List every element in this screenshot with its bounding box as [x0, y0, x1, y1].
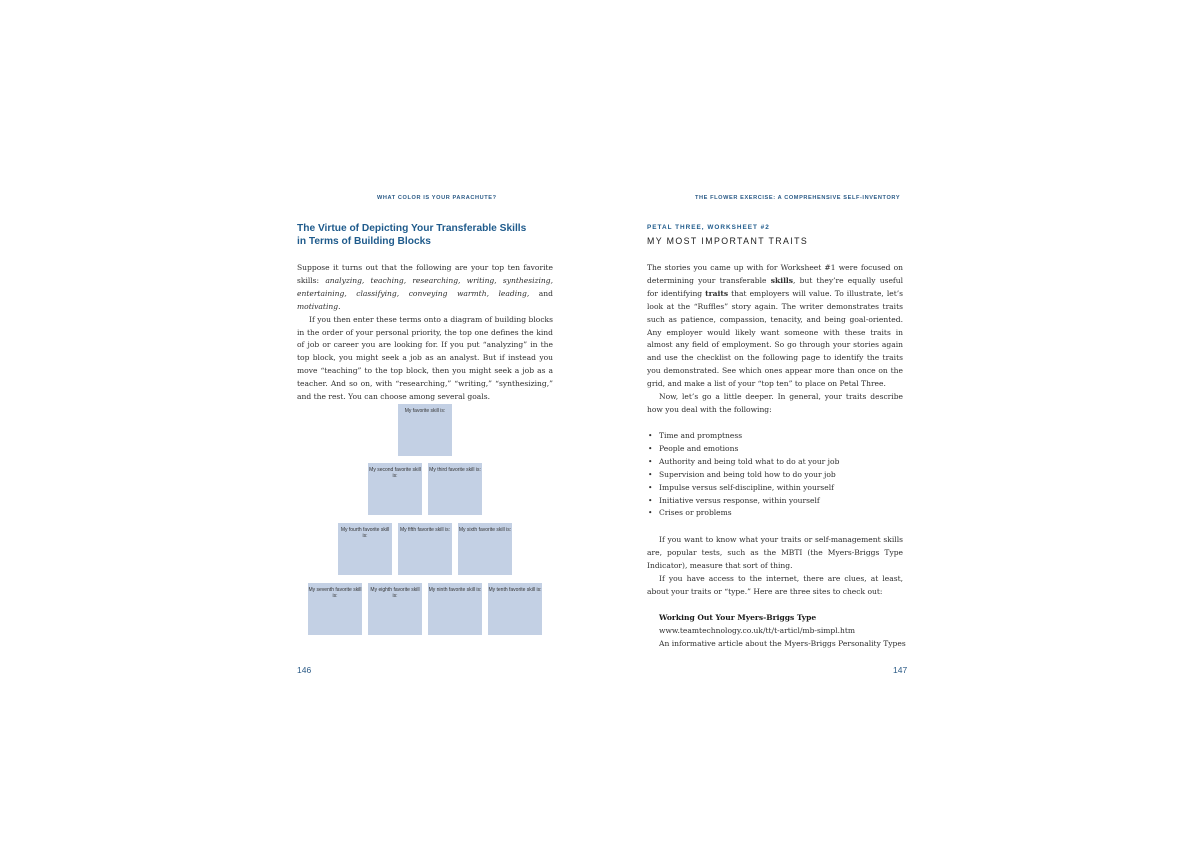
intro-skill-terms: analyzing, teaching, researching, writing, synthesizing, entertaining, classifying, conveying warmth, leading,: [297, 275, 553, 298]
skill-block-5: My fifth favorite skill is:: [398, 523, 452, 575]
list-item: • Authority and being told what to do at your job: [648, 456, 839, 469]
traits-list: [648, 430, 839, 520]
skill-block-3: My third favorite skill is:: [428, 463, 482, 515]
page-number-right: 147: [893, 665, 908, 675]
page-number-left: 146: [297, 665, 312, 675]
skill-block-8: My eighth favorite skill is:: [368, 583, 422, 635]
site-description: An informative article about the Myers-Briggs Personality Types: [659, 638, 906, 648]
list-item: • Initiative versus response, within yourself: [648, 495, 839, 508]
site-entry: [659, 612, 906, 651]
section-heading-line1: The Virtue of Depicting Your Transferable Skills: [297, 223, 527, 234]
intro-text-a: The stories you came up with for Worksheet #1 were focused on determining your transferable: [647, 263, 903, 285]
skills-pyramid-diagram: [300, 400, 550, 640]
intro-and: and: [538, 288, 553, 298]
worksheet-kicker: PETAL THREE, WORKSHEET #2: [647, 224, 770, 231]
intro-last-term: motivating: [297, 301, 339, 311]
skill-block-10: My tenth favorite skill is:: [488, 583, 542, 635]
skill-block-2: My second favorite skill is:: [368, 463, 422, 515]
list-item: • Crises or problems: [648, 507, 839, 520]
running-head-left: WHAT COLOR IS YOUR PARACHUTE?: [377, 195, 497, 201]
section-heading: [297, 222, 557, 248]
list-item: • Impulse versus self-discipline, within yourself: [648, 482, 839, 495]
skill-block-1: My favorite skill is:: [398, 404, 452, 456]
right-body-text-top: [647, 262, 903, 391]
skill-block-4: My fourth favorite skill is:: [338, 523, 392, 575]
intro-text-b: , but they’re equally useful for identifying: [647, 275, 903, 298]
site-url[interactable]: www.teamtechnology.co.uk/tt/t-articl/mb-simpl.htm: [659, 625, 856, 635]
skill-block-9: My ninth favorite skill is:: [428, 583, 482, 635]
right-body-text-tests: [647, 534, 903, 599]
list-item: • Time and promptness: [648, 430, 839, 443]
list-item: • People and emotions: [648, 443, 839, 456]
site-title: Working Out Your Myers-Briggs Type: [659, 613, 817, 622]
bold-traits: traits: [705, 288, 729, 298]
right-body-text-deeper: [647, 391, 903, 417]
running-head-right: THE FLOWER EXERCISE: A COMPREHENSIVE SELF-INVENTORY: [695, 195, 901, 201]
section-heading-line2: in Terms of Building Blocks: [297, 236, 431, 247]
skill-block-7: My seventh favorite skill is:: [308, 583, 362, 635]
skill-block-6: My sixth favorite skill is:: [458, 523, 512, 575]
paragraph-internet: If you have access to the internet, there are clues, at least, about your traits or “type.” Here are three sites to check out:: [647, 573, 903, 596]
paragraph-building-blocks: If you then enter these terms onto a diagram of building blocks in the order of your personal priority, the top one defines the kind of job or career you are looking for. If you put “analyzing” in the top block, you might seek a job as an analyst. But if instead you move “teaching” to the top block, then you might seek a job as a teacher. And so on, with “researching,” “writing,” “synthesizing,” and the rest. You can choose among several goals.: [297, 314, 553, 402]
bold-skills: skills: [770, 275, 794, 285]
intro-text-c: that employers will value. To illustrate, let’s look at the “Ruffles” story again. The writer demonstrates traits such as patience, compassion, tenacity, and being goal-oriented. Any employer would likely want someone with these traits in almost any field of employment. So go through your stories again and use the checklist on the following page to identify the traits you demonstrated. See which ones appear more than once on the grid, and make a list of your “top ten” to place on Petal Three.: [647, 288, 904, 389]
paragraph-worksheet-intro: [647, 262, 903, 391]
left-body-text: [297, 262, 553, 404]
paragraph-intro: [297, 262, 553, 314]
paragraph-mbti: If you want to know what your traits or self-management skills are, popular tests, such as the MBTI (the Myers-Briggs Type Indicator), measure that sort of thing.: [647, 535, 903, 570]
paragraph-go-deeper: Now, let’s go a little deeper. In general, your traits describe how you deal with the following:: [647, 392, 903, 414]
worksheet-title: MY MOST IMPORTANT TRAITS: [647, 236, 809, 246]
intro-end: .: [338, 301, 341, 311]
list-item: • Supervision and being told how to do your job: [648, 469, 839, 482]
intro-lead: Suppose it turns out that the following are your top ten favorite skills:: [297, 263, 553, 285]
